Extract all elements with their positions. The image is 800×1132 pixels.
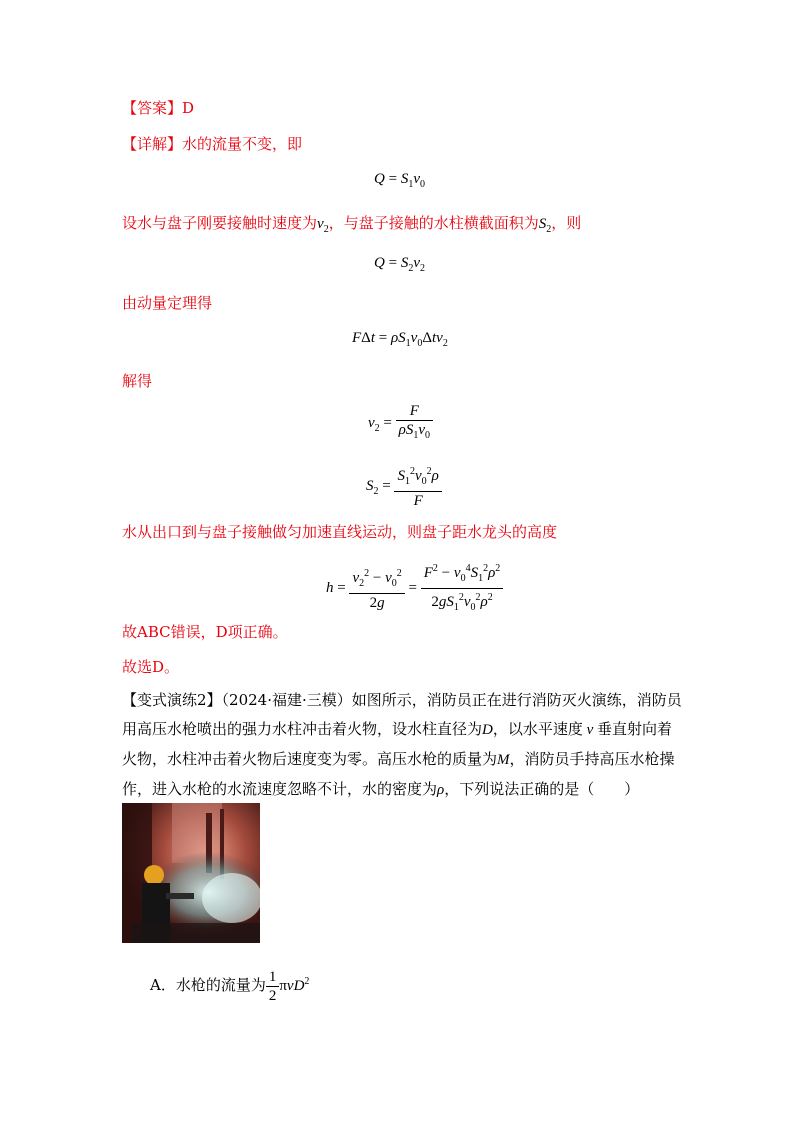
answer-line (122, 98, 194, 118)
question-source: （2024·福建·三模） (221, 691, 352, 709)
equation-flow-1: $Q = S_1v_0$ (374, 171, 425, 190)
option-a (150, 968, 309, 1005)
detail-text-4: 解得 (122, 372, 153, 390)
equation-s2: $S_2$ = $\frac{S_1^2v_0^2\rho}{F}$ (366, 463, 442, 510)
equation-v2: $v_2$ = $\frac{F}{\rho S_1v_0}$ (368, 402, 433, 445)
detail-text-6: 故ABC错误，D项正确。 (122, 623, 288, 641)
answer-value: D (182, 99, 195, 117)
firefighter-photo (122, 803, 260, 943)
equation-momentum: $F\Delta t = \rho S_1v_0\Delta tv_2$ (352, 330, 448, 349)
detail-text-2: 设水与盘子刚要接触时速度为$v_2$，与盘子接触的水柱横截面积为$S_2$，则 (122, 214, 582, 235)
option-a-label: A．水枪的流量为 (150, 975, 266, 994)
answer-label: 【答案】 (122, 99, 183, 117)
equation-height: h = $\frac{v_2^2 - v_0^2}{2g}$ = $\frac{F^2 - v_0^4S_1^2\rho^2}{2gS_1^2v_0^2\rho^2}$ (326, 560, 503, 617)
detail-text-1: 水的流量不变，即 (182, 135, 303, 153)
question-label: 【变式演练2】 (122, 691, 222, 709)
equation-flow-2: $Q = S_2v_2$ (374, 255, 425, 274)
option-a-formula: $\frac{1}{2}$ πvD$^2$ (266, 978, 310, 994)
detail-line (122, 134, 302, 154)
question-paragraph: 【变式演练2】（2024·福建·三模）如图所示，消防员正在进行消防灭火演练，消防员用高压水枪喷出的强力水柱冲击着火物，设水柱直径为D，以水平速度 v 垂直射向着火物，水柱冲击着火物后速度变为零。高压水枪的质量为M，消防员手持高压水枪操作，进入水枪的水流速度忽略不计，水的密度为ρ，下列说法正确的是（ ） (122, 691, 682, 798)
detail-label: 【详解】 (122, 135, 183, 153)
detail-text-7: 故选D。 (122, 658, 180, 676)
detail-text-5: 水从出口到与盘子接触做匀加速直线运动，则盘子距水龙头的高度 (122, 523, 558, 541)
detail-text-3: 由动量定理得 (122, 294, 213, 312)
